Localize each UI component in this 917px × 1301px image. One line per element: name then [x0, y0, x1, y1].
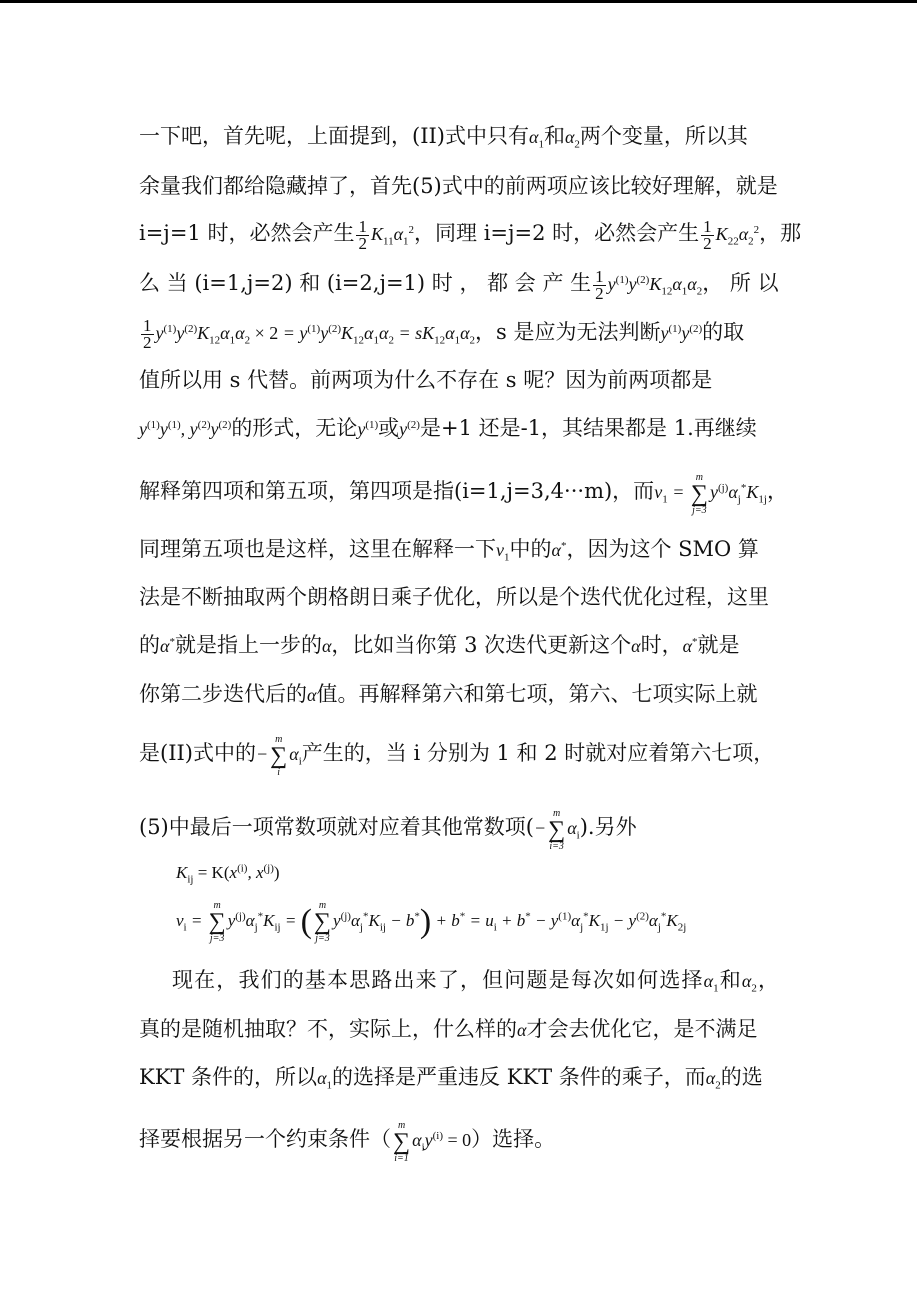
text-line-5: $\frac{1}{2}$ $y^{(1)}y^{(2)}K_{12}\alpha_1\alpha_2 \times 2 = y^{(1)}y^{(2)}K_{12}\alpha_1\alpha_2 = sK_{12}\alpha_1\alpha_2$，s 是应为无法判断$y^{(1)}y^{(2)}$的取	[143, 316, 745, 353]
equation-vi: $v_i = m$ ∑ $j=3y^{(j)}\alpha_j^*K_{ij}$ = ( m ∑ $j=3y^{(j)}\alpha_j^*K_{ij} - b^*) + b^* = u_i + b^* - y^{(1)}\alpha_j^*K_{1j} - y^{(2)}\alpha_j^*K_{2j}$	[176, 900, 687, 944]
text-line-1: 一下吧，首先呢，上面提到，(II)式中只有$\alpha_1$和$\alpha_2$两个变量，所以其	[139, 124, 748, 151]
text-line-16: 真的是随机抽取？不，实际上，什么样的α才会去优化它，是不满足	[139, 1017, 758, 1041]
text-line-7: $y^{(1)}y^{(1)}$, $y^{(2)}y^{(2)}$的形式，无论$y^{(1)}$或$y^{(2)}$是+1 还是-1，其结果都是 1.再继续	[139, 416, 757, 440]
text-line-14: (5)中最后一项常数项就对应着其他常数项(−m ∑ $i=3\alpha_i$).另外	[139, 808, 637, 852]
text-line-15: 现在，我们的基本思路出来了，但问题是每次如何选择$\alpha_1$和$\alpha_2$，	[172, 968, 780, 995]
text-line-6: 值所以用 s 代替。前两项为什么不存在 s 呢？因为前两项都是	[139, 368, 713, 392]
text-line-4: 么 当 (i=1,j=2) 和 (i=2,j=1) 时 ， 都 会 产 生 $\frac{1}{2}$ $y^{(1)}y^{(2)}K_{12}\alpha_1\alpha_2$， 所 以	[139, 267, 779, 304]
top-border	[0, 0, 917, 3]
text-line-11: 的α*就是指上一步的α，比如当你第 3 次迭代更新这个α时，α*就是	[139, 633, 740, 657]
text-line-8: 解释第四项和第五项，第四项是指(i=1,j=3,4···m)，而$v_1 = m$ ∑ $j=3y^{(j)}\alpha_j^*K_{1j}$，	[139, 472, 788, 516]
text-line-18: 择要根据另一个约束条件（m ∑ $i=1\alpha_iy^{(i)} = 0$）选择。	[139, 1120, 556, 1164]
text-line-13: 是(II)式中的−m ∑ $i\alpha_i$产生的，当 i 分别为 1 和 2 时就对应着第六七项，	[139, 734, 775, 778]
text-line-9: 同理第五项也是这样，这里在解释一下$v_1$中的α*，因为这个 SMO 算	[139, 537, 759, 564]
text-line-10: 法是不断抽取两个朗格朗日乘子优化，所以是个迭代优化过程，这里	[139, 585, 769, 609]
text-line-3: i=j=1 时，必然会产生 $\frac{1}{2}$ $K_{11}\alpha_1^2$，同理 i=j=2 时，必然会产生 $\frac{1}{2}$ $K_{22}\alpha_2^2$，那	[139, 217, 802, 254]
text-line-17: KKT 条件的，所以$\alpha_1$的选择是严重违反 KKT 条件的乘子，而$\alpha_2$的选	[139, 1065, 763, 1092]
text-line-2: 余量我们都给隐藏掉了，首先(5)式中的前两项应该比较好理解，就是	[139, 174, 778, 198]
text-line-12: 你第二步迭代后的α值。再解释第六和第七项，第六、七项实际上就	[139, 682, 758, 706]
equation-kernel: $K_{ij} = K(x^{(i)}$, $x^{(j)}$)	[176, 862, 280, 886]
